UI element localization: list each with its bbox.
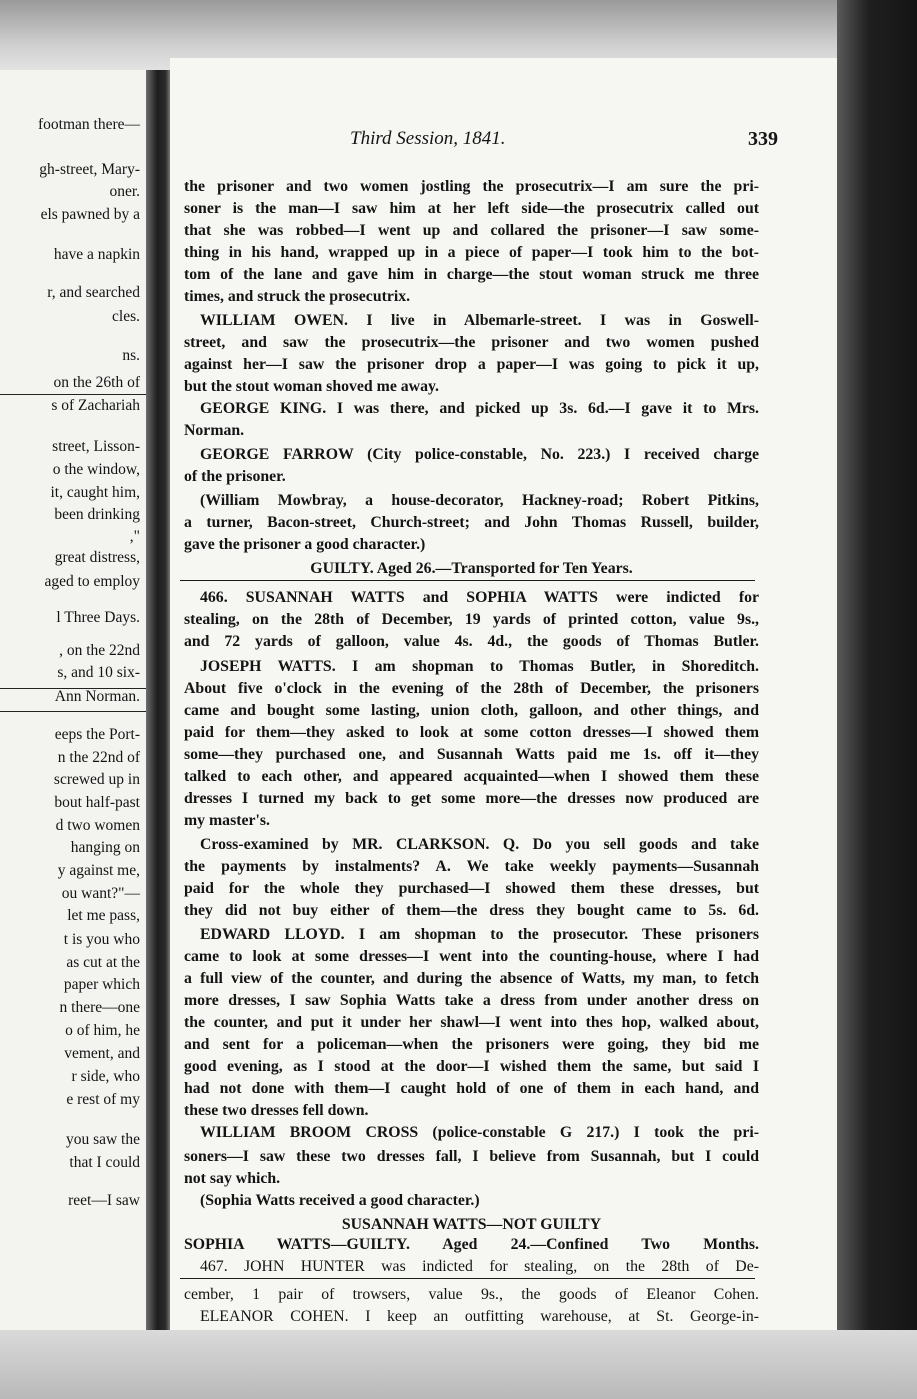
body-line: ELEANOR COHEN. I keep an outfitting warehouse, at St. George-in-: [200, 1308, 759, 1325]
body-line: stealing, on the 28th of December, 19 yards of printed cotton, value 9s.,: [184, 611, 759, 628]
left-page-line: Ann Norman.: [54, 688, 140, 705]
left-page-line: have a napkin: [53, 246, 140, 263]
left-page-line: that I could: [69, 1154, 140, 1171]
body-line: the prisoner and two women jostling the prosecutrix—I am sure the pri-: [184, 178, 759, 195]
left-page-line: it, caught him,: [50, 484, 140, 501]
body-line: Cross-examined by MR. CLARKSON. Q. Do you sell goods and take: [200, 836, 759, 853]
body-line: some—they purchased one, and Susannah Watts paid me 1s. off it—they: [184, 746, 759, 763]
running-title: Third Session, 1841.: [350, 128, 506, 149]
body-line: WILLIAM OWEN. I live in Albemarle-street. I was in Goswell-: [200, 312, 759, 329]
left-page-line: y against me,: [57, 862, 140, 879]
body-line: paid for the whole they purchased—I showed them these dresses, but: [184, 880, 759, 897]
left-page-line: on the 26th of: [53, 374, 140, 391]
left-page-rule: [0, 394, 146, 395]
left-page-line: t is you who: [63, 931, 140, 948]
body-line: and 72 yards of galloon, value 4s. 4d., the goods of Thomas Butler.: [184, 633, 759, 650]
left-page-line: paper which: [63, 976, 140, 993]
left-page-line: ou want?"—: [61, 885, 140, 902]
left-page-line: bout half-past: [54, 794, 140, 811]
left-page-line: n the 22nd of: [57, 749, 140, 766]
body-line: a full view of the counter, and during the absence of Watts, my man, to fetch: [184, 970, 759, 987]
scan-background-bottom: [0, 1330, 917, 1399]
body-line: SOPHIA WATTS—GUILTY. Aged 24.—Confined Two Months.: [184, 1236, 759, 1253]
left-page-line: els pawned by a: [40, 206, 140, 223]
left-page-line: reet—I saw: [68, 1192, 140, 1209]
left-page-line: r side, who: [71, 1068, 140, 1085]
body-line: JOSEPH WATTS. I am shopman to Thomas Butler, in Shoreditch.: [200, 658, 759, 675]
left-page-line: footman there—: [37, 116, 140, 133]
body-line: talked to each other, and appeared acquainted—when I showed them these: [184, 768, 759, 785]
body-line: not say which.: [184, 1170, 281, 1187]
left-page-line: let me pass,: [67, 907, 140, 924]
body-line: gave the prisoner a good character.): [184, 536, 426, 553]
body-line: a turner, Bacon-street, Church-street; and John Thomas Russell, builder,: [184, 514, 759, 531]
left-page-line: gh-street, Mary-: [39, 161, 140, 178]
left-page-line: s of Zachariah: [51, 397, 140, 414]
body-line: but the stout woman shoved me away.: [184, 378, 439, 395]
left-page-line: cles.: [112, 308, 140, 325]
left-page-line: o of him, he: [65, 1022, 140, 1039]
page-number: 339: [748, 128, 778, 150]
left-page-line: d two women: [55, 817, 140, 834]
body-line: GEORGE KING. I was there, and picked up 3s. 6d.—I gave it to Mrs.: [200, 400, 759, 417]
body-line: dresses I turned my back to get some more—the dresses now produced are: [184, 790, 759, 807]
left-page: [0, 70, 146, 1330]
left-page-line: l Three Days.: [56, 609, 140, 626]
body-line: the payments by instalments? A. We take weekly payments—Susannah: [184, 858, 759, 875]
body-line: more dresses, I saw Sophia Watts take a dress from under another dress on: [184, 992, 759, 1009]
body-line: thing in his hand, wrapped up in a piece of paper—I took him to the bot-: [184, 244, 759, 261]
body-line: Norman.: [184, 422, 245, 439]
body-line: tom of the lane and gave him in charge—the stout woman struck me three: [184, 266, 759, 283]
body-line: 467. JOHN HUNTER was indicted for stealing, on the 28th of De-: [200, 1258, 759, 1275]
body-line: good evening, as I stood at the door—I wished them the same, but said I: [184, 1058, 759, 1075]
right-page: [170, 58, 837, 1330]
left-page-line: aged to employ: [44, 573, 140, 590]
body-line: WILLIAM BROOM CROSS (police-constable G 217.) I took the pri-: [200, 1124, 759, 1141]
body-line: my master's.: [184, 812, 270, 829]
left-page-line: as cut at the: [66, 954, 140, 971]
body-line: came to look at some dresses—I went into the counting-house, where I had: [184, 948, 759, 965]
body-line: against her—I saw the prisoner drop a paper—I was going to pick it up,: [184, 356, 759, 373]
left-page-line: eeps the Port-: [54, 726, 140, 743]
left-page-line: you saw the: [65, 1131, 140, 1148]
body-line: that she was robbed—I went up and collared the prisoner—I saw some-: [184, 222, 759, 239]
left-page-line: e rest of my: [66, 1091, 140, 1108]
left-page-line: screwed up in: [53, 771, 140, 788]
body-line: they did not buy either of them—the dress they bought came to 5s. 6d.: [184, 902, 759, 919]
body-line: About five o'clock in the evening of the 28th of December, the prisoners: [184, 680, 759, 697]
body-line: GEORGE FARROW (City police-constable, No. 223.) I received charge: [200, 446, 759, 463]
body-line: the counter, and put it under her shawl—I went into thes hop, walked about,: [184, 1014, 759, 1031]
body-line: cember, 1 pair of trowsers, value 9s., the goods of Eleanor Cohen.: [184, 1286, 759, 1303]
left-page-line: ns.: [122, 347, 140, 364]
left-page-line: n there—one: [59, 999, 140, 1016]
body-line: soners—I saw these two dresses fall, I believe from Susannah, but I could: [184, 1148, 759, 1165]
body-line: of the prisoner.: [184, 468, 286, 485]
body-line: times, and struck the prosecutrix.: [184, 288, 411, 305]
left-page-line: s, and 10 six-: [57, 664, 140, 681]
body-line: EDWARD LLOYD. I am shopman to the prosecutor. These prisoners: [200, 926, 759, 943]
left-page-line: ,": [129, 528, 140, 545]
section-rule: [180, 1278, 755, 1279]
body-line: had not done with them—I caught hold of one of them in each hand, and: [184, 1080, 759, 1097]
left-page-rule: [0, 711, 146, 712]
body-line: soner is the man—I saw him at her left side—the prosecutrix called out: [184, 200, 759, 217]
section-rule: [180, 580, 755, 581]
left-page-rule: [0, 688, 146, 689]
scan-dark-edge: [837, 0, 917, 1399]
left-page-line: r, and searched: [47, 284, 140, 301]
left-page-line: hanging on: [70, 839, 140, 856]
body-line: (Sophia Watts received a good character.): [200, 1192, 480, 1209]
body-line: GUILTY. Aged 26.—Transported for Ten Years.: [310, 560, 633, 577]
left-page-line: vement, and: [64, 1045, 140, 1062]
left-page-line: , on the 22nd: [59, 642, 140, 659]
left-page-line: oner.: [109, 183, 140, 200]
body-line: and sent for a policeman—when the prisoners were going, they bid me: [184, 1036, 759, 1053]
body-line: street, and saw the prosecutrix—the prisoner and two women pushed: [184, 334, 759, 351]
body-line: SUSANNAH WATTS—NOT GUILTY: [341, 1216, 602, 1233]
left-page-line: street, Lisson-: [52, 438, 140, 455]
left-page-line: great distress,: [54, 549, 140, 566]
body-line: these two dresses fell down.: [184, 1102, 369, 1119]
body-line: came and bought some lasting, union cloth, galloon, and other things, and: [184, 702, 759, 719]
body-line: 466. SUSANNAH WATTS and SOPHIA WATTS were indicted for: [200, 589, 759, 606]
body-line: paid for them—they asked to look at some cotton dresses—I showed them: [184, 724, 759, 741]
body-line: (William Mowbray, a house-decorator, Hackney-road; Robert Pitkins,: [200, 492, 759, 509]
left-page-line: o the window,: [52, 461, 140, 478]
left-page-line: been drinking: [54, 506, 140, 523]
